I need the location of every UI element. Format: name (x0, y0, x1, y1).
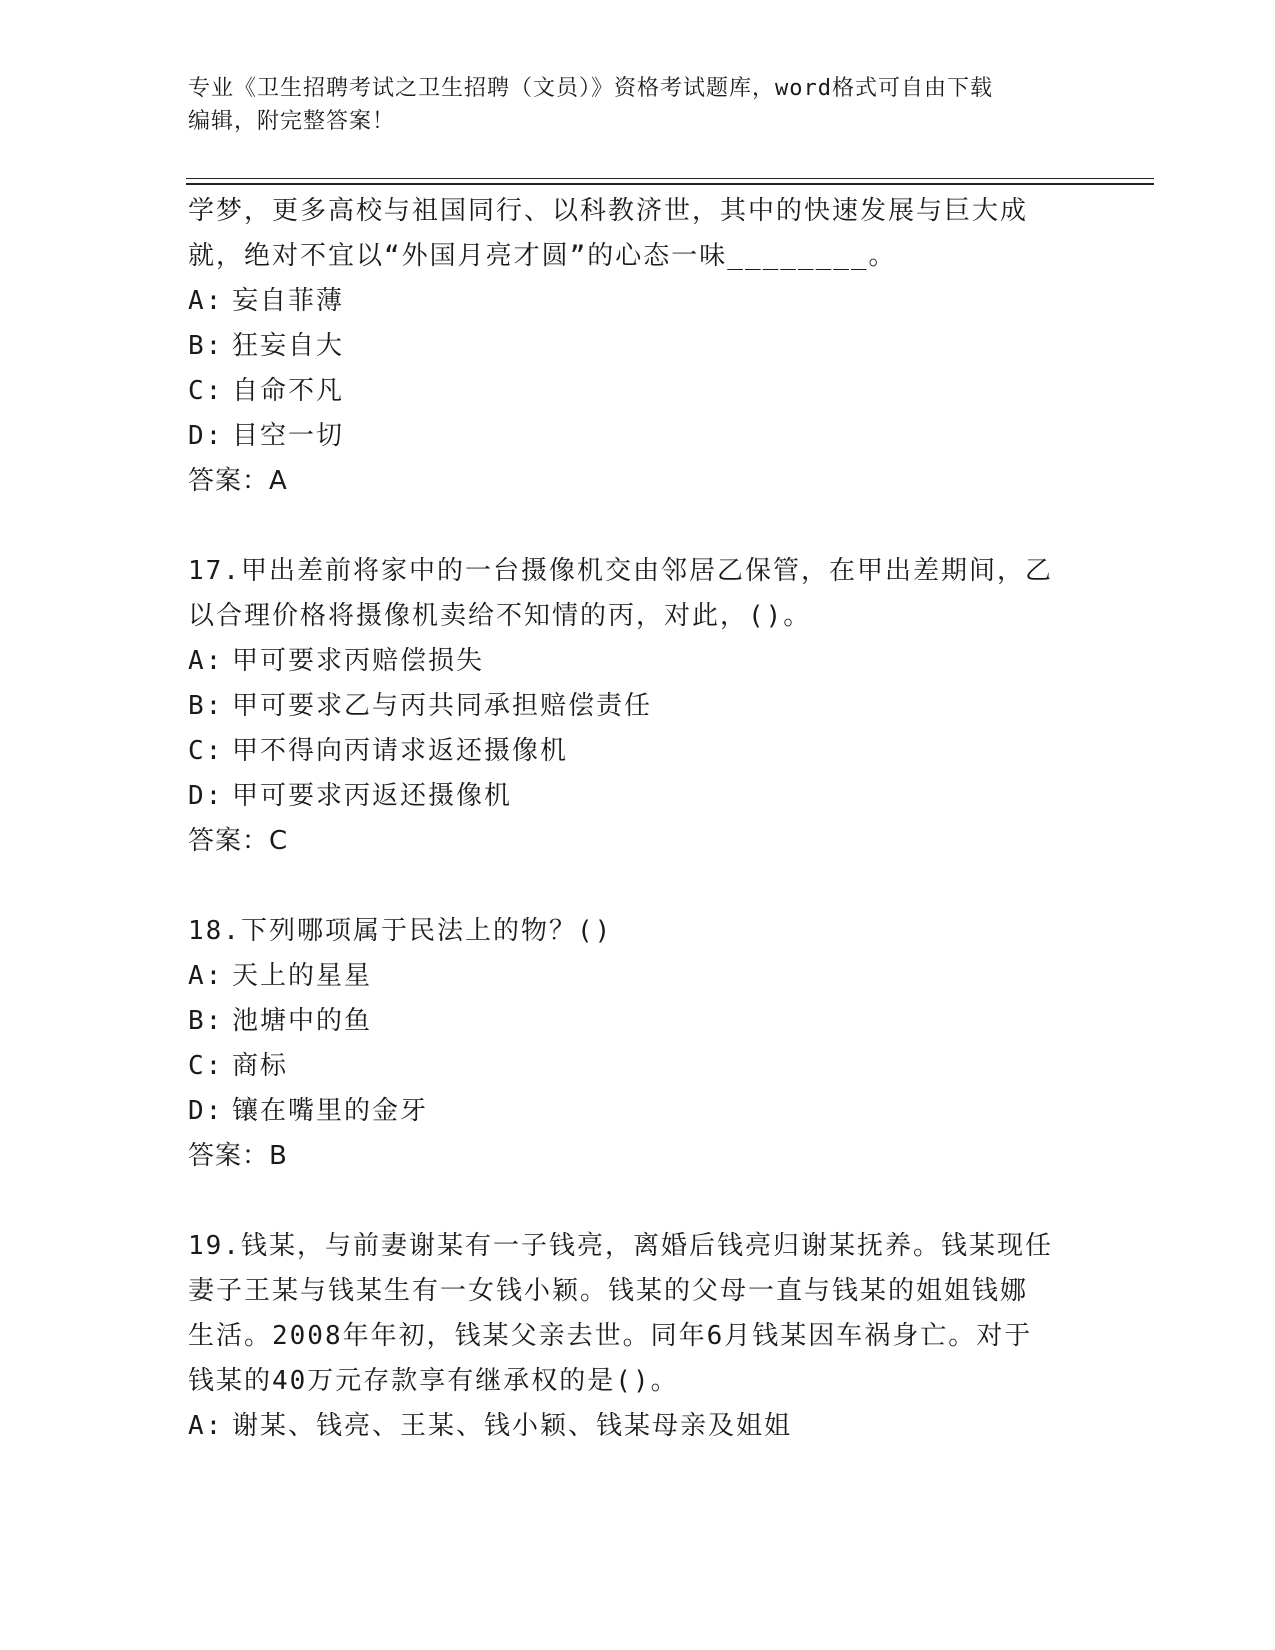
option-text: 甲可要求丙赔偿损失 (232, 646, 485, 676)
option-text: 甲可要求丙返还摄像机 (232, 781, 513, 811)
spacer (188, 1179, 1088, 1224)
question-17-option-c (188, 729, 1088, 774)
question-19 (188, 1224, 1088, 1449)
option-text: 镶在嘴里的金牙 (232, 1096, 429, 1126)
option-key: C: (188, 736, 224, 766)
question-18-option-b (188, 999, 1088, 1044)
option-key: A: (188, 646, 224, 676)
question-17-text-line-1: 17.甲出差前将家中的一台摄像机交由邻居乙保管，在甲出差期间，乙 (188, 556, 1053, 586)
option-text: 谢某、钱亮、王某、钱小颖、钱某母亲及姐姐 (232, 1411, 793, 1441)
spacer (188, 504, 1088, 549)
question-16-option-a (188, 279, 1088, 324)
option-key: C: (188, 1051, 224, 1081)
option-text: 自命不凡 (232, 376, 345, 406)
option-key: A: (188, 1411, 224, 1441)
option-text: 甲不得向丙请求返还摄像机 (232, 736, 569, 766)
question-19-option-a (188, 1404, 1088, 1449)
question-18-option-a (188, 954, 1088, 999)
question-16-option-d (188, 414, 1088, 459)
question-16-option-c (188, 369, 1088, 414)
question-19-text-line-1: 19.钱某，与前妻谢某有一子钱亮，离婚后钱亮归谢某抚养。钱某现任 (188, 1231, 1053, 1261)
option-key: A: (188, 286, 224, 316)
question-17-option-a (188, 639, 1088, 684)
option-key: B: (188, 1006, 224, 1036)
question-18-option-d (188, 1089, 1088, 1134)
option-key: C: (188, 376, 224, 406)
question-18-answer: 答案：B (188, 1141, 288, 1171)
option-key: D: (188, 421, 224, 451)
option-key: B: (188, 331, 224, 361)
question-content (188, 189, 1088, 1449)
question-16 (188, 189, 1088, 504)
question-18-option-c (188, 1044, 1088, 1089)
option-text: 池塘中的鱼 (232, 1006, 373, 1036)
option-text: 狂妄自大 (232, 331, 345, 361)
document-header (188, 72, 1088, 138)
question-16-answer: 答案：A (188, 466, 288, 496)
question-16-option-b (188, 324, 1088, 369)
question-17-text-line-2: 以合理价格将摄像机卖给不知情的丙，对此，()。 (188, 601, 812, 631)
header-rule-thick (186, 183, 1154, 185)
option-key: D: (188, 781, 224, 811)
spacer (188, 864, 1088, 909)
question-16-text-line-1: 学梦，更多高校与祖国同行、以科教济世，其中的快速发展与巨大成 (188, 196, 1029, 226)
question-17-option-b (188, 684, 1088, 729)
question-19-text-line-3: 生活。2008年年初，钱某父亲去世。同年6月钱某因车祸身亡。对于 (188, 1321, 1033, 1351)
question-17 (188, 549, 1088, 864)
question-17-option-d (188, 774, 1088, 819)
option-text: 天上的星星 (232, 961, 373, 991)
question-18-text-line-1: 18.下列哪项属于民法上的物？() (188, 916, 613, 946)
option-text: 商标 (232, 1051, 289, 1081)
option-text: 妄自菲薄 (232, 286, 345, 316)
option-key: B: (188, 691, 224, 721)
header-line-1: 专业《卫生招聘考试之卫生招聘（文员）》资格考试题库，word格式可自由下载 (188, 76, 993, 101)
question-18 (188, 909, 1088, 1179)
option-text: 甲可要求乙与丙共同承担赔偿责任 (232, 691, 653, 721)
question-17-answer: 答案：C (188, 826, 289, 856)
question-19-text-line-2: 妻子王某与钱某生有一女钱小颖。钱某的父母一直与钱某的姐姐钱娜 (188, 1276, 1029, 1306)
header-rule-thin (186, 178, 1154, 179)
header-line-2: 编辑，附完整答案！ (188, 109, 396, 134)
question-19-text-line-4: 钱某的40万元存款享有继承权的是()。 (188, 1366, 679, 1396)
option-text: 目空一切 (232, 421, 345, 451)
option-key: A: (188, 961, 224, 991)
question-16-text-line-2: 就，绝对不宜以“外国月亮才圆”的心态一味________。 (188, 241, 897, 271)
option-key: D: (188, 1096, 224, 1126)
